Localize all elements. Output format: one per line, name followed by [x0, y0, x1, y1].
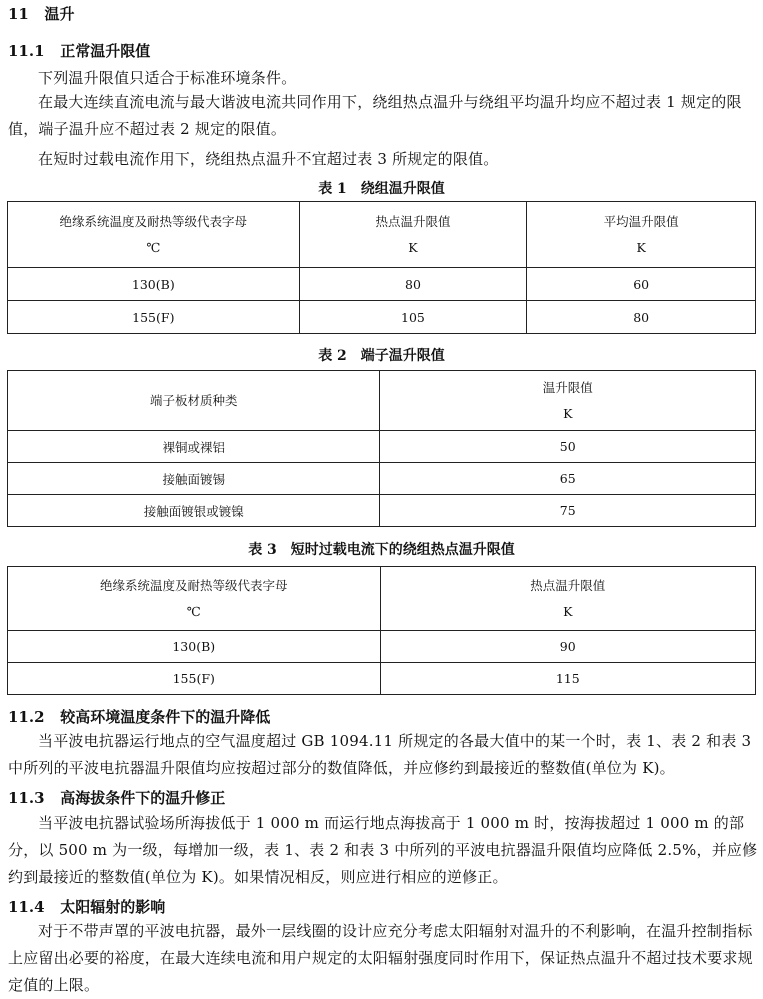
table-header-cell: 温升限值 K	[380, 371, 756, 431]
subsection-title: 较高环境温度条件下的温升降低	[60, 708, 271, 726]
subsection-number: 11.4	[8, 898, 45, 916]
table-cell: 接触面镀锡	[8, 463, 380, 495]
table3	[7, 566, 756, 695]
table-cell: 60	[527, 268, 756, 301]
subsection-number: 11.3	[8, 789, 45, 807]
subsection-title: 正常温升限值	[60, 42, 151, 60]
subsection-heading-11-3	[8, 787, 225, 808]
table-cell: 130(B)	[8, 631, 381, 663]
table-row	[8, 663, 756, 695]
table-row	[8, 631, 756, 663]
table-cell: 115	[380, 663, 755, 695]
table-cell: 80	[299, 268, 527, 301]
table2-caption: 表 2 端子温升限值	[318, 348, 445, 364]
table-row	[8, 463, 756, 495]
table-cell: 155(F)	[8, 301, 300, 334]
section-heading	[8, 3, 75, 24]
subsection-number: 11.1	[8, 42, 45, 60]
table-header-row	[8, 567, 756, 631]
table-header-row	[8, 202, 756, 268]
table-cell: 裸铜或裸铝	[8, 431, 380, 463]
paragraph-altitude: 当平波电抗器试验场所海拔低于 1 000 m 而运行地点海拔高于 1 000 m 时，按海拔超过 1 000 m 的部分，以 500 m 为一级，每增加一级，表 1、表 2 和表 3 中所列的平波电抗器温升限值均应降低 2.5%，并应修约到最接近的整数值(单位为 K)。如果情况相反，则应进行相应的逆修正。	[8, 814, 758, 886]
table2	[7, 370, 756, 527]
table-header-cell: 平均温升限值 K	[527, 202, 756, 268]
table3-caption: 表 3 短时过载电流下的绕组热点温升限值	[248, 542, 515, 558]
paragraph-limits-continuous: 在最大连续直流电流与最大谐波电流共同作用下，绕组热点温升与绕组平均温升均应不超过表 1 规定的限值，端子温升应不超过表 2 规定的限值。	[8, 93, 742, 138]
table-row	[8, 431, 756, 463]
table-header-row	[8, 371, 756, 431]
table-row	[8, 268, 756, 301]
table-cell: 50	[380, 431, 756, 463]
table-cell: 80	[527, 301, 756, 334]
section-number: 11	[8, 5, 29, 23]
table-cell: 接触面镀银或镀镍	[8, 495, 380, 527]
subsection-heading-11-1	[8, 40, 150, 61]
table-cell: 90	[380, 631, 755, 663]
table-row	[8, 301, 756, 334]
table-cell: 130(B)	[8, 268, 300, 301]
paragraph-solar-radiation: 对于不带声罩的平波电抗器，最外一层线圈的设计应充分考虑太阳辐射对温升的不利影响，在温升控制指标上应留出必要的裕度，在最大连续电流和用户规定的太阳辐射强度同时作用下，保证热点温升不超过技术要求规定值的上限。	[8, 922, 753, 994]
section-title: 温升	[44, 5, 75, 23]
table1-caption: 表 1 绕组温升限值	[318, 181, 445, 197]
table-header-cell: 绝缘系统温度及耐热等级代表字母 ℃	[8, 202, 300, 268]
subsection-heading-11-2	[8, 706, 270, 727]
table-header-cell: 端子板材质种类	[8, 371, 380, 431]
table-cell: 65	[380, 463, 756, 495]
table-cell: 105	[299, 301, 527, 334]
table-row	[8, 495, 756, 527]
table-header-cell: 热点温升限值 K	[299, 202, 527, 268]
table-cell: 155(F)	[8, 663, 381, 695]
paragraph-standard-conditions: 下列温升限值只适合于标准环境条件。	[38, 69, 297, 87]
table-header-cell: 热点温升限值 K	[380, 567, 755, 631]
table-cell: 75	[380, 495, 756, 527]
paragraph-high-ambient: 当平波电抗器运行地点的空气温度超过 GB 1094.11 所规定的各最大值中的某一个时，表 1、表 2 和表 3 中所列的平波电抗器温升限值均应按超过部分的数值降低，并应修约到最接近的整数值(单位为 K)。	[8, 732, 752, 777]
table1	[7, 201, 756, 334]
table-header-cell: 绝缘系统温度及耐热等级代表字母 ℃	[8, 567, 381, 631]
paragraph-short-overload: 在短时过载电流作用下，绕组热点温升不宜超过表 3 所规定的限值。	[38, 150, 499, 168]
subsection-number: 11.2	[8, 708, 45, 726]
subsection-title: 太阳辐射的影响	[60, 898, 166, 916]
subsection-title: 高海拔条件下的温升修正	[60, 789, 226, 807]
subsection-heading-11-4	[8, 896, 165, 917]
